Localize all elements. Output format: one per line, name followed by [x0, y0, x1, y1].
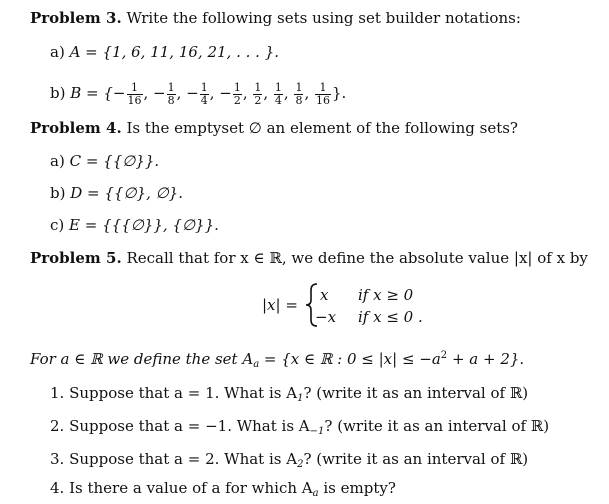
problem3-part-a	[50, 42, 279, 62]
fraction-denominator: 4	[200, 93, 208, 107]
problem4-c-label: c)	[50, 216, 65, 234]
problem5-text: Recall that for x ∈ ℝ, we define the absolute value |x| of x by	[126, 249, 588, 267]
problem3-b-suffix: }.	[332, 84, 347, 102]
fraction-denominator: 2	[233, 93, 241, 107]
problem4-part-a	[50, 151, 159, 171]
problem5-title: Problem 5.	[30, 249, 122, 267]
list-item-sub: 2	[297, 459, 304, 470]
problem4-text: Is the emptyset ∅ an element of the following sets?	[126, 119, 518, 137]
problem3-b-label: b)	[50, 84, 66, 102]
fraction-numerator: 1	[131, 80, 138, 94]
fraction-denominator: 2	[254, 93, 262, 107]
problem4-b-expr: D = {{∅}, ∅}.	[70, 184, 183, 202]
set-definition-rest: = {x ∈ ℝ : 0 ≤ |x| ≤ −a	[259, 350, 441, 368]
fraction	[253, 82, 262, 107]
problem4-b-label: b)	[50, 184, 66, 202]
list-item-number: 2.	[50, 417, 65, 435]
fraction-numerator: 1	[295, 80, 303, 94]
set-definition-sub: a	[253, 359, 260, 370]
list-item	[50, 449, 528, 475]
list-item-sub: a	[312, 488, 319, 499]
case2-condition: if x ≤ 0 .	[358, 308, 423, 326]
problem4-a-label: a)	[50, 152, 65, 170]
abs-lhs: |x| =	[262, 296, 298, 314]
fraction-denominator: 4	[274, 93, 282, 107]
case2-value: −x	[315, 308, 337, 326]
fraction-numerator: 1	[274, 80, 282, 94]
list-item-number: 4.	[50, 479, 65, 497]
fraction	[274, 82, 283, 107]
problem4-heading	[30, 118, 518, 138]
fraction	[233, 82, 242, 107]
list-item-post: ? (write it as an interval of ℝ)	[303, 384, 529, 402]
fraction-denominator: 16	[127, 93, 142, 107]
list-item-sub: −1	[309, 426, 325, 437]
problem4-c-expr: E = {{{∅}}, {∅}}.	[69, 216, 219, 234]
case1-value: x	[320, 286, 329, 304]
list-item-sub: 1	[297, 393, 304, 404]
fraction-numerator: 1	[319, 80, 327, 94]
problem3-heading	[30, 8, 521, 28]
problem3-b-prefix: B = {−	[70, 84, 126, 102]
fraction-denominator: 16	[316, 93, 331, 107]
list-item-pre: Suppose that a = 1. What is A	[69, 384, 298, 402]
problem4-part-c	[50, 215, 219, 235]
problem3-text: Write the following sets using set builder notations:	[126, 9, 521, 27]
fraction	[127, 82, 143, 107]
fraction-numerator: 1	[200, 80, 208, 94]
list-item-post: ? (write it as an interval of ℝ)	[324, 417, 550, 435]
list-item	[50, 416, 549, 442]
list-item-pre: Is there a value of a for which A	[69, 479, 313, 497]
problem4-a-expr: C = {{∅}}.	[69, 152, 160, 170]
problem4-part-b	[50, 183, 183, 203]
problem3-a-label: a)	[50, 43, 65, 61]
problem3-a-expr: A = {1, 6, 11, 16, 21, . . . }.	[69, 43, 280, 61]
fraction-numerator: 1	[233, 80, 241, 94]
list-item-post: ? (write it as an interval of ℝ)	[303, 450, 529, 468]
set-definition-sup: 2	[440, 350, 448, 361]
list-item-pre: Suppose that a = 2. What is A	[69, 450, 298, 468]
problem4-title: Problem 4.	[30, 119, 122, 137]
case1-condition: if x ≥ 0	[358, 286, 414, 304]
fraction-numerator: 1	[254, 80, 262, 94]
fraction	[294, 82, 303, 107]
problem3-title: Problem 3.	[30, 9, 122, 27]
fraction	[200, 82, 209, 107]
fraction-denominator: 8	[167, 93, 175, 107]
list-item	[50, 478, 396, 504]
fraction-numerator: 1	[167, 80, 175, 94]
problem3-part-b: b) B = {− $\frac{1}{16}$ , − $\frac{1}{8}$ , − $\frac{1}{4}$ , − $\frac{1}{2}$ , $\frac{1}{2}$ , $\frac{1}{4}$ , $\frac{1}{8}$ , $\frac{1}{16}$ }.	[50, 80, 347, 107]
list-item-post: is empty?	[318, 479, 396, 497]
fraction	[315, 82, 331, 107]
list-item-pre: Suppose that a = −1. What is A	[69, 417, 310, 435]
list-item-number: 3.	[50, 450, 65, 468]
set-definition-end: + a + 2}.	[447, 350, 525, 368]
set-definition-start: For a ∈ ℝ we define the set A	[30, 350, 254, 368]
list-item	[50, 383, 528, 409]
fraction-denominator: 8	[295, 93, 303, 107]
problem5-heading	[30, 248, 588, 268]
set-definition	[30, 346, 524, 375]
fraction	[167, 82, 176, 107]
list-item-number: 1.	[50, 384, 65, 402]
